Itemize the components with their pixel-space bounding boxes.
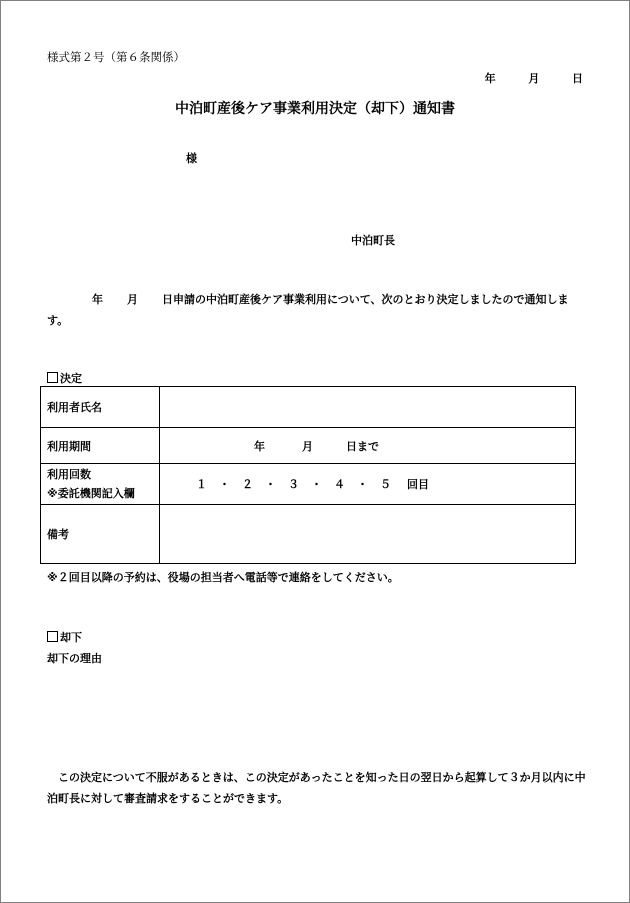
notice-body: 日申請の中泊町産後ケア事業利用について、次のとおり決定しましたので通知します。: [47, 293, 569, 327]
usage-count-field[interactable]: [160, 464, 576, 505]
count-option-1[interactable]: １: [196, 478, 207, 491]
table-row: [41, 387, 576, 428]
count-separator: ・: [357, 478, 368, 491]
count-separator: ・: [311, 478, 322, 491]
period-month: 月: [302, 439, 313, 453]
table-row: [41, 464, 576, 505]
user-name-field[interactable]: [160, 387, 576, 428]
form-number: 様式第２号（第６条関係）: [47, 50, 185, 64]
user-name-label: 利用者氏名: [41, 387, 160, 428]
notes-label: 備考: [41, 505, 160, 564]
period-year: 年: [254, 439, 265, 453]
count-option-3[interactable]: ３: [288, 478, 299, 491]
reservation-note: ※２回目以降の予約は、役場の担当者へ電話等で連絡をしてください。: [47, 571, 399, 584]
count-option-4[interactable]: ４: [334, 478, 345, 491]
addressee-suffix: 様: [186, 152, 197, 165]
count-suffix: 回目: [407, 478, 429, 491]
notes-field[interactable]: [160, 505, 576, 564]
usage-count-label-line2: ※委託機関記入欄: [47, 487, 135, 500]
count-separator: ・: [265, 478, 276, 491]
issuer-name: 中泊町長: [351, 234, 395, 247]
usage-count-label-line1: 利用回数: [47, 468, 91, 481]
table-row: [41, 428, 576, 464]
count-separator: ・: [219, 478, 230, 491]
notice-text: [47, 289, 587, 331]
table-row: [41, 505, 576, 564]
notice-year: 年: [92, 293, 103, 306]
usage-period-field[interactable]: [160, 428, 576, 464]
decision-table: [40, 386, 576, 564]
usage-count-label: [41, 464, 160, 505]
rejection-checkbox[interactable]: [47, 631, 58, 642]
period-until: 日まで: [346, 439, 379, 453]
date-day: 日: [572, 72, 583, 85]
issue-date: [485, 70, 583, 86]
count-option-2[interactable]: ２: [242, 478, 253, 491]
notice-month: 月: [127, 293, 138, 306]
decision-checkbox[interactable]: [47, 372, 58, 383]
appeal-notice: [47, 767, 587, 809]
decision-label: 決定: [60, 372, 82, 385]
rejection-section-label: [47, 629, 82, 645]
appeal-notice-text: この決定について不服があるときは、この決定があったことを知った日の翌日から起算して３か月以内に中泊町長に対して審査請求をすることができます。: [47, 771, 586, 805]
count-option-5[interactable]: ５: [380, 478, 391, 491]
date-month: 月: [528, 72, 540, 85]
rejection-reason-label: 却下の理由: [47, 652, 102, 665]
rejection-label: 却下: [60, 631, 82, 644]
usage-period-label: 利用期間: [41, 428, 160, 464]
date-year: 年: [484, 72, 496, 85]
decision-section-label: [47, 370, 82, 386]
document-title: 中泊町産後ケア事業利用決定（却下）通知書: [175, 101, 455, 117]
